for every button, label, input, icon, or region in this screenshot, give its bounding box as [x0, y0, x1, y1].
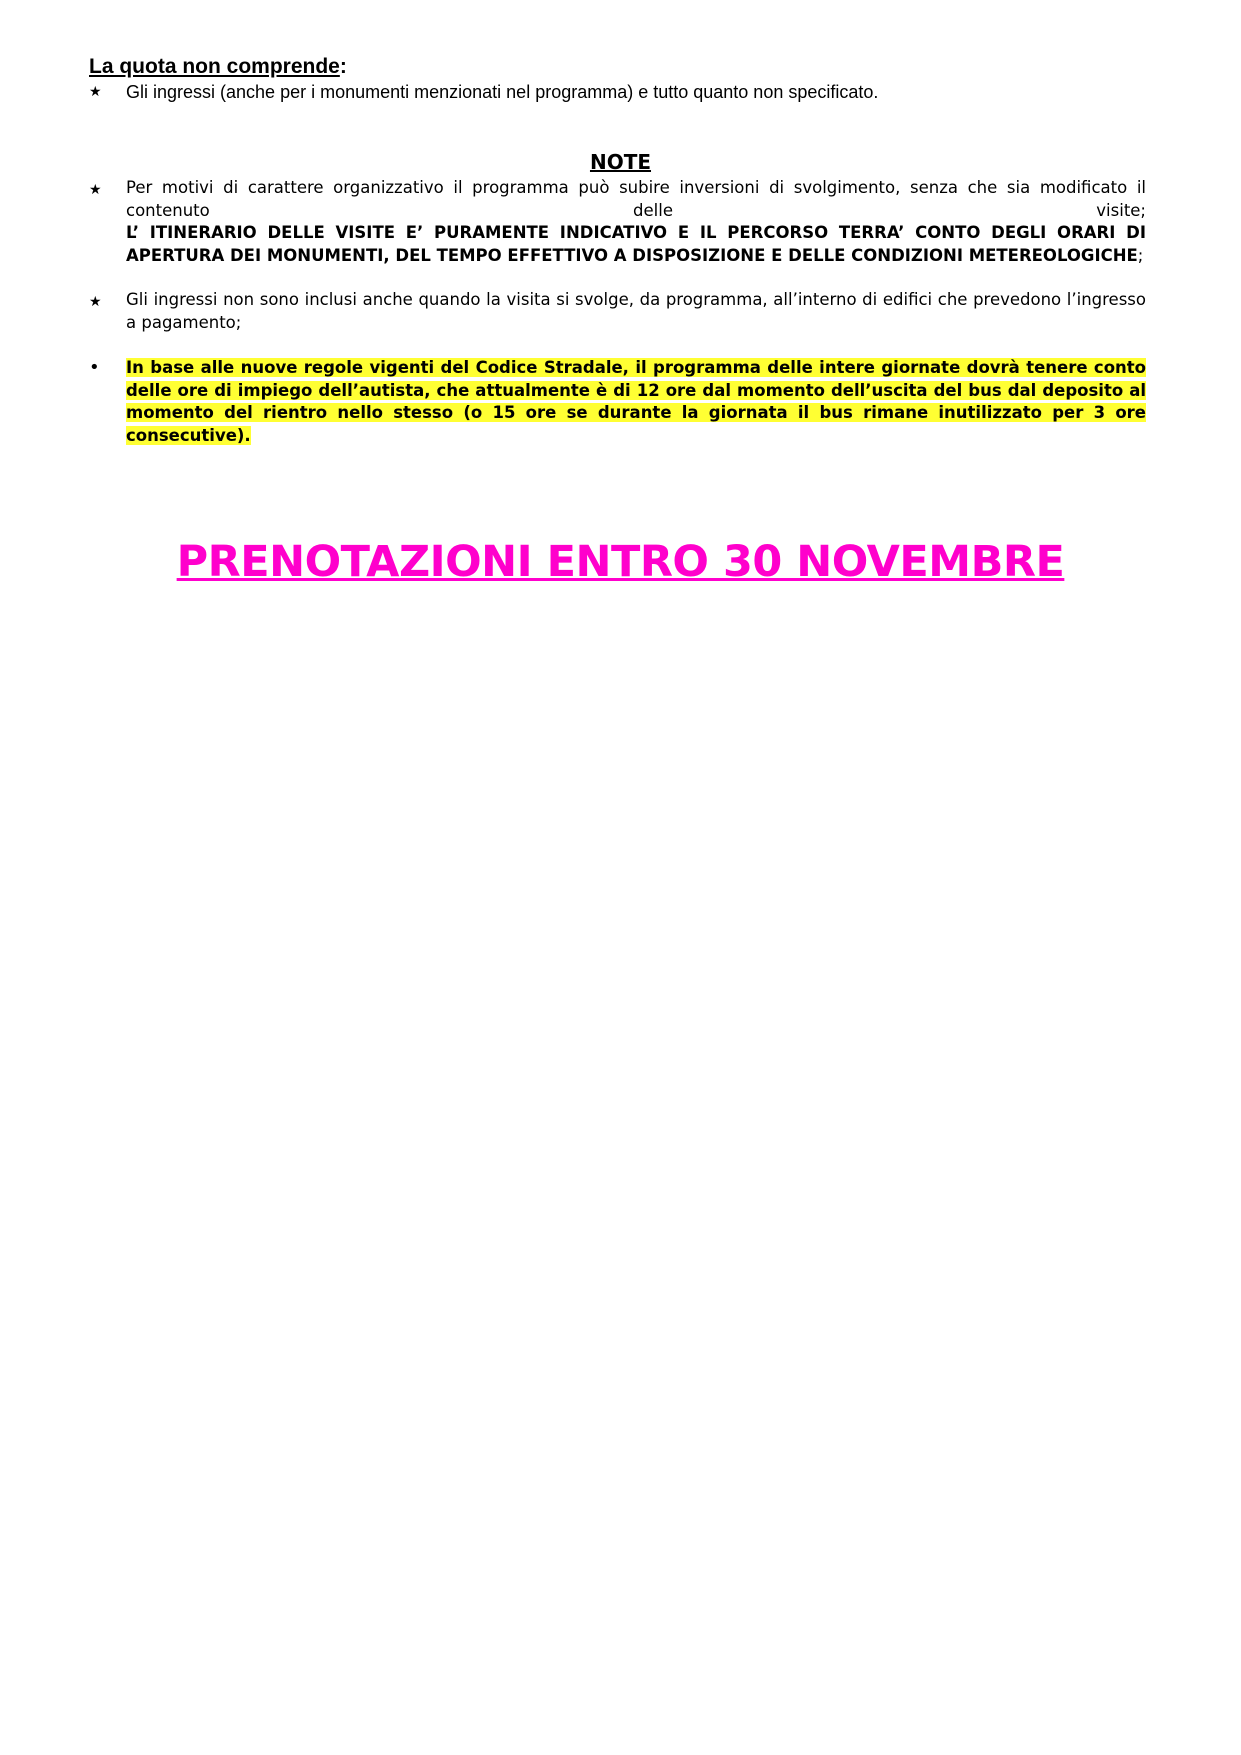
note-title: [0, 150, 1241, 175]
note-item-tickets-text: Gli ingressi non sono inclusi anche quando la visita si svolge, da programma, all’interno di edifici che prevedono l’ingresso a pagamento;: [126, 290, 1146, 332]
itinerary-notice-tail: ;: [1137, 245, 1144, 265]
quota-heading: [89, 54, 347, 80]
quota-heading-colon: :: [339, 55, 347, 78]
itinerary-notice: [126, 222, 1146, 267]
star-bullet-icon: ★: [89, 182, 102, 198]
highlighted-text: In base alle nuove regole vigenti del Codice Stradale, il programma delle intere giornate dovrà tenere conto delle ore di impiego dell’autista, che attualmente è di 12 ore dal momento dell’uscita del bus dal deposito al momento del rientro nello stesso (o 15 ore se durante la giornata il bus rimane inutilizzato per 3 ore consecutive).: [126, 358, 1146, 445]
quota-heading-text: La quota non comprende: [89, 55, 340, 78]
note-item-line: Per motivi di carattere organizzativo il programma può subire inversioni di svolgimento, senza che sia modificato il: [126, 178, 1146, 197]
star-bullet-icon: ★: [89, 294, 102, 310]
dot-bullet-icon: •: [89, 357, 100, 378]
note-item-organization-text: [126, 177, 1146, 267]
booking-deadline-text: PRENOTAZIONI ENTRO 30 NOVEMBRE: [176, 537, 1065, 587]
note-item-driver-hours-text: [126, 357, 1146, 447]
note-item-line: contenuto delle visite;: [126, 200, 1146, 220]
booking-deadline: [0, 535, 1241, 589]
itinerary-notice-text: L’ ITINERARIO DELLE VISITE E’ PURAMENTE INDICATIVO E IL PERCORSO TERRA’ CONTO DEGLI ORARI DI APERTURA DEI MONUMENTI, DEL TEMPO EFFETTIVO A DISPOSIZIONE E DELLE CONDIZIONI METEREOLOGICHE: [126, 223, 1146, 265]
note-title-text: NOTE: [589, 150, 652, 174]
quota-item-text: Gli ingressi (anche per i monumenti menzionati nel programma) e tutto quanto non specificato.: [126, 82, 879, 102]
star-bullet-icon: ★: [89, 84, 102, 100]
